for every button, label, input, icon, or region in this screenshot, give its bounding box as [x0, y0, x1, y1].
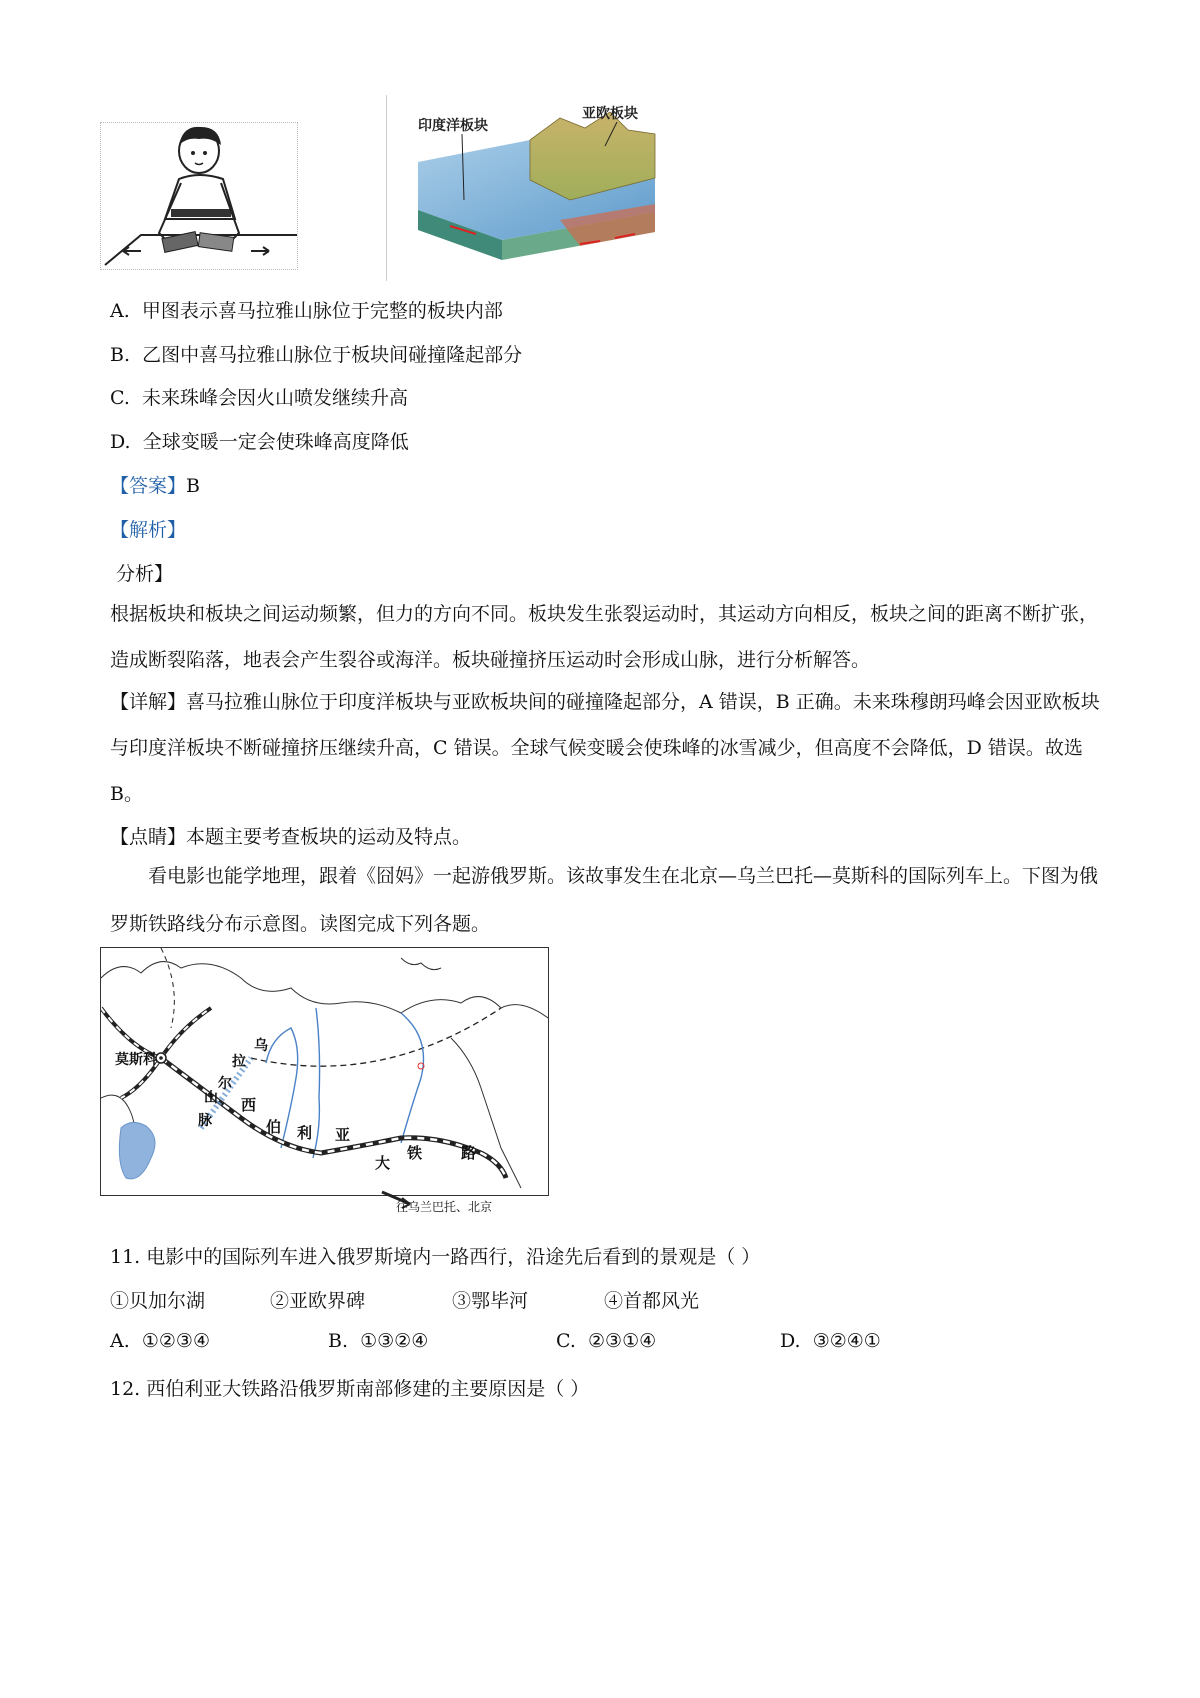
option-c [110, 383, 408, 410]
point-text: 本题主要考查板块的运动及特点。 [186, 826, 472, 848]
q11-item-1: ①贝加尔湖 [110, 1290, 206, 1312]
q11-item-4: ④首都风光 [604, 1290, 700, 1312]
railway-map-svg [101, 948, 548, 1195]
option-b [110, 340, 522, 367]
analysis-tag: 【解析】 [110, 519, 187, 541]
q11-item-3: ③鄂毕河 [452, 1290, 529, 1312]
detail-text: 喜马拉雅山脉位于印度洋板块与亚欧板块间的碰撞隆起部分，A 错误，B 正确。未来珠穆朗玛峰会因亚欧板块与印度洋板块不断碰撞挤压继续升高，C 错误。全球气候变暖会使珠峰的冰雪减少，但高度不会降低，D 错误。故选 B。 [110, 691, 1100, 805]
answer-value: B [186, 475, 200, 497]
option-letter: C. [556, 1330, 576, 1352]
label-rail-1: 西 [241, 1096, 257, 1114]
option-letter: D. [780, 1330, 801, 1352]
label-ural-5: 脉 [198, 1113, 212, 1129]
figure-boy-blocks [100, 122, 298, 270]
option-text: ①②③④ [141, 1330, 210, 1352]
option-text: 甲图表示喜马拉雅山脉位于完整的板块内部 [141, 300, 503, 322]
analysis-summary: 根据板块和板块之间运动频繁，但力的方向不同。板块发生张裂运动时，其运动方向相反，板块之间的距离不断扩张，造成断裂陷落，地表会产生裂谷或海洋。板块碰撞挤压运动时会形成山脉，进行分析解答。 [110, 603, 1099, 671]
option-d [110, 427, 409, 454]
option-letter: B. [328, 1330, 349, 1352]
label-rail-3: 利 [297, 1124, 313, 1142]
label-rail-4: 亚 [335, 1126, 351, 1144]
label-ural-3: 尔 [218, 1076, 232, 1092]
point-tag: 【点睛】 [110, 826, 187, 848]
q11-stem: 11. 电影中的国际列车进入俄罗斯境内一路西行，沿途先后看到的景观是（ ） [110, 1246, 761, 1268]
label-rail-5: 大 [375, 1154, 391, 1172]
label-ural-1: 乌 [254, 1038, 268, 1054]
option-text: ①③②④ [360, 1330, 429, 1352]
answer-line [110, 471, 200, 498]
option-letter: A. [110, 300, 130, 322]
plate-collision-diagram [410, 100, 660, 268]
analysis-subtag: 分析】 [116, 563, 174, 585]
option-text: 未来珠峰会因火山喷发继续升高 [142, 387, 409, 409]
option-letter: B. [110, 344, 131, 366]
option-letter: A. [110, 1330, 130, 1352]
label-ural-2: 拉 [232, 1054, 246, 1070]
label-rail-2: 伯 [266, 1118, 282, 1136]
figure-divider [386, 95, 387, 281]
label-moscow: 莫斯科 [115, 1052, 157, 1068]
q11-option-a [110, 1330, 210, 1352]
russia-railway-map [100, 947, 549, 1196]
label-ural-4: 山 [204, 1090, 218, 1106]
option-a [110, 296, 503, 323]
analysis-detail-paragraph [110, 679, 1100, 817]
option-text: 全球变暖一定会使珠峰高度降低 [142, 431, 409, 453]
option-letter: D. [110, 431, 131, 453]
option-text: 乙图中喜马拉雅山脉位于板块间碰撞隆起部分 [142, 344, 523, 366]
option-text: ③②④① [812, 1330, 881, 1352]
label-indian-plate: 印度洋板块 [418, 118, 488, 134]
label-eurasian-plate: 亚欧板块 [582, 106, 638, 122]
point-line [110, 822, 471, 849]
option-letter: C. [110, 387, 130, 409]
intro-paragraph: 看电影也能学地理，跟着《囧妈》一起游俄罗斯。该故事发生在北京—乌兰巴托—莫斯科的国际列车上。下图为俄罗斯铁路线分布示意图。读图完成下列各题。 [110, 865, 1099, 935]
q12-stem: 12. 西伯利亚大铁路沿俄罗斯南部修建的主要原因是（ ） [110, 1378, 590, 1400]
answer-tag: 【答案】 [110, 475, 187, 497]
label-rail-7: 路 [461, 1144, 477, 1162]
map-caption: 往乌兰巴托、北京 [396, 1200, 493, 1214]
q11-option-b [328, 1330, 428, 1352]
q11-option-c [556, 1330, 656, 1352]
q11-item-2: ②亚欧界碑 [270, 1290, 366, 1312]
q11-option-d [780, 1330, 881, 1352]
detail-tag: 【详解】 [110, 691, 187, 713]
option-text: ②③①④ [588, 1330, 657, 1352]
boy-blocks-drawing [101, 123, 297, 269]
label-rail-6: 铁 [407, 1144, 423, 1162]
figure-plate-collision [410, 100, 660, 268]
